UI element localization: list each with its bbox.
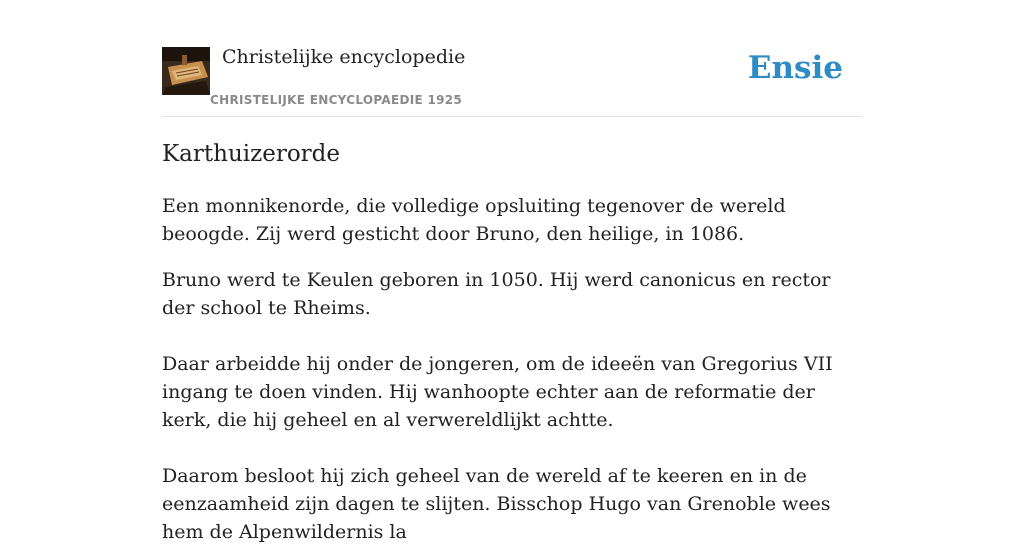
article [162, 136, 862, 546]
book-cover-image [162, 47, 210, 95]
article-title: Karthuizerorde [162, 141, 341, 167]
book-cover-avatar[interactable] [162, 47, 210, 95]
article-paragraph: Bruno werd te Keulen geboren in 1050. Hij werd canonicus en rector der school te Rheims. [162, 269, 831, 319]
brand-logo[interactable]: Ensie [747, 50, 843, 86]
article-paragraph: Daar arbeidde hij onder de jongeren, om de ideeën van Gregorius VII ingang te doen vinden. Hij wanhoopte echter aan de reformatie der kerk, die hij geheel en al verwereldlijkt achtte. [162, 353, 833, 431]
article-lead: Een monnikenorde, die volledige opsluiting tegenover de wereld beoogde. Zij werd gesticht door Bruno, den heilige, in 1086. [162, 195, 786, 245]
article-paragraph: Daarom besloot hij zich geheel van de wereld af te keeren en in de eenzaamheid zijn dagen te slijten. Bisschop Hugo van Grenoble wees hem de Alpenwildernis la [162, 465, 831, 543]
book-subtitle: CHRISTELIJKE ENCYCLOPAEDIE 1925 [210, 93, 463, 107]
header [162, 0, 862, 117]
book-title[interactable]: Christelijke encyclopedie [222, 46, 466, 68]
